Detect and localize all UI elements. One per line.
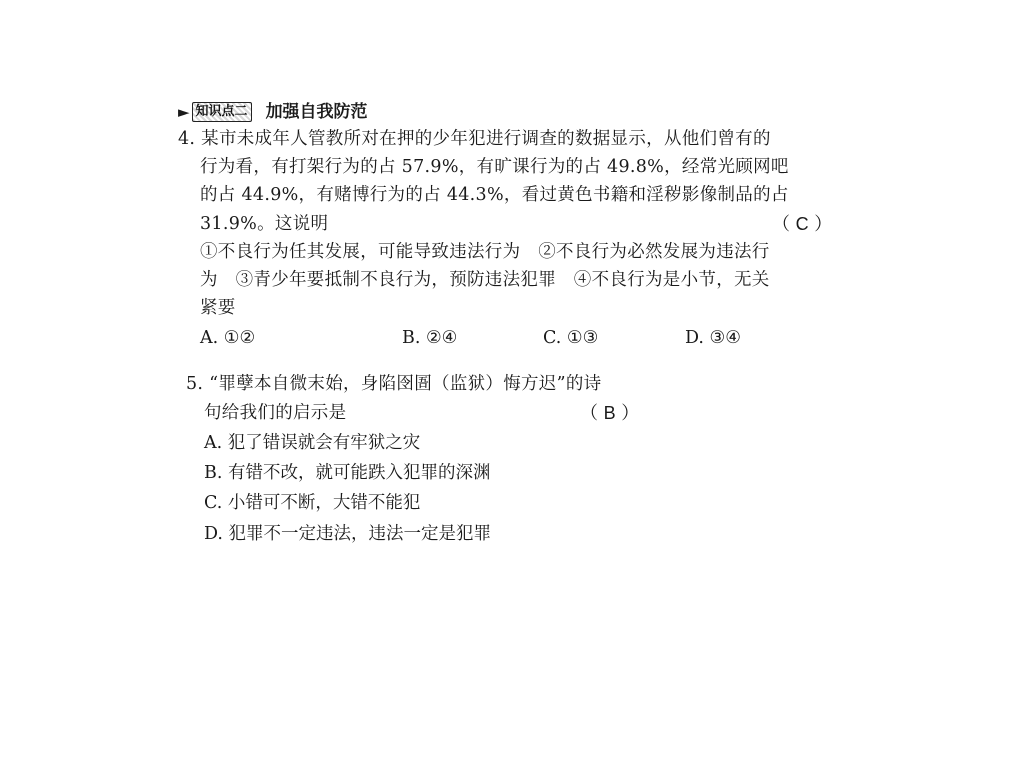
knowledge-point-tag: 知识点二 xyxy=(192,102,252,122)
triangle-arrow-icon: ► xyxy=(178,103,190,121)
q4-option-a: A. ①② xyxy=(200,328,256,348)
q4-stem-line-1: 4. 某市未成年人管教所对在押的少年犯进行调查的数据显示，从他们曾有的 xyxy=(178,129,771,149)
q4-stem-line-3: 的占 44.9%，有赌博行为的占 44.3%，看过黄色书籍和淫秽影像制品的占 xyxy=(200,185,789,205)
q4-stem-line-4: 31.9%。这说明 xyxy=(200,214,329,234)
q4-option-b: B. ②④ xyxy=(402,328,458,348)
q5-option-b: B. 有错不改，就可能跌入犯罪的深渊 xyxy=(204,463,491,483)
q4-statement-line-1: ①不良行为任其发展，可能导致违法行为 ②不良行为必然发展为违法行 xyxy=(200,242,770,262)
section-title: 加强自我防范 xyxy=(265,102,368,122)
q5-answer: （ B ） xyxy=(580,403,640,423)
q4-statement-line-2: 为 ③青少年要抵制不良行为，预防违法犯罪 ④不良行为是小节，无关 xyxy=(200,270,770,290)
q5-option-c: C. 小错可不断，大错不能犯 xyxy=(204,493,421,513)
q4-statement-line-3: 紧要 xyxy=(200,298,236,318)
section-header xyxy=(178,100,368,124)
q5-stem-line-1: 5. “罪孽本自微末始，身陷囹圄（监狱）悔方迟”的诗 xyxy=(186,374,602,394)
q4-option-c: C. ①③ xyxy=(543,328,599,348)
q5-option-a: A. 犯了错误就会有牢狱之灾 xyxy=(204,433,421,453)
q4-stem-line-2: 行为看，有打架行为的占 57.9%，有旷课行为的占 49.8%，经常光顾网吧 xyxy=(200,157,789,177)
q5-option-d: D. 犯罪不一定违法，违法一定是犯罪 xyxy=(204,524,492,544)
q4-answer: （ C ） xyxy=(772,214,833,234)
q5-stem-line-2: 句给我们的启示是 xyxy=(204,403,347,423)
q4-option-d: D. ③④ xyxy=(685,328,741,348)
